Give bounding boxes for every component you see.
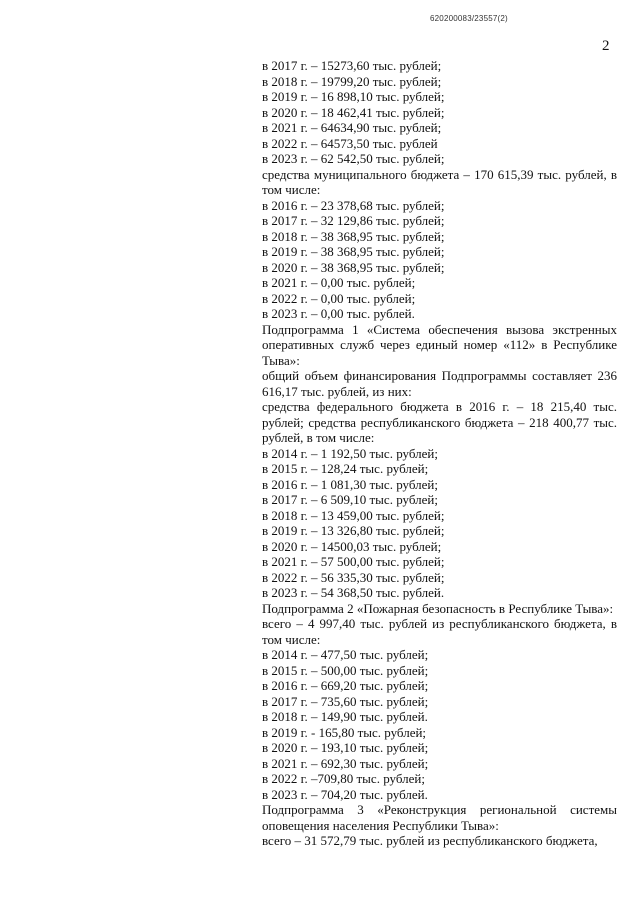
funding-line: в 2023 г. – 0,00 тыс. рублей. <box>262 306 415 321</box>
funding-line: в 2017 г. – 735,60 тыс. рублей; <box>262 693 429 709</box>
funding-list-a <box>262 58 617 167</box>
funding-line: в 2016 г. – 669,20 тыс. рублей; <box>262 678 429 693</box>
subprogram-2-total: всего – 4 997,40 тыс. рублей из республиканского бюджета, в том числе: <box>262 616 617 647</box>
funding-line: в 2021 г. – 0,00 тыс. рублей; <box>262 275 416 290</box>
funding-line: в 2014 г. – 477,50 тыс. рублей; <box>262 647 429 662</box>
funding-line: в 2019 г. – 16 898,10 тыс. рублей; <box>262 89 445 104</box>
funding-line: в 2022 г. –709,80 тыс. рублей; <box>262 771 425 786</box>
document-id: 620200083/23557(2) <box>430 14 508 23</box>
document-body <box>262 58 617 849</box>
funding-line: в 2022 г. – 0,00 тыс. рублей; <box>262 290 416 306</box>
funding-line: в 2017 г. – 15273,60 тыс. рублей; <box>262 58 442 73</box>
funding-line: в 2023 г. – 704,20 тыс. рублей. <box>262 786 428 802</box>
funding-line: в 2016 г. – 1 081,30 тыс. рублей; <box>262 476 438 492</box>
funding-line: в 2016 г. – 23 378,68 тыс. рублей; <box>262 197 445 213</box>
funding-line: в 2019 г. – 13 326,80 тыс. рублей; <box>262 523 445 538</box>
subprogram-2-title: Подпрограмма 2 «Пожарная безопасность в Республике Тыва»: <box>262 600 614 616</box>
funding-line: в 2018 г. – 19799,20 тыс. рублей; <box>262 73 442 89</box>
municipal-budget-paragraph: средства муниципального бюджета – 170 615,39 тыс. рублей, в том числе: <box>262 166 617 197</box>
funding-line: в 2022 г. – 64573,50 тыс. рублей <box>262 135 438 151</box>
funding-line: в 2018 г. – 149,90 тыс. рублей. <box>262 709 428 724</box>
funding-line: в 2023 г. – 54 368,50 тыс. рублей. <box>262 585 445 600</box>
funding-line: в 2020 г. – 14500,03 тыс. рублей; <box>262 538 442 554</box>
subprogram-3-total: всего – 31 572,79 тыс. рублей из республиканского бюджета, <box>262 833 598 848</box>
funding-line: в 2017 г. – 32 129,86 тыс. рублей; <box>262 213 445 228</box>
funding-list-d <box>262 647 617 802</box>
funding-line: в 2019 г. – 38 368,95 тыс. рублей; <box>262 244 445 259</box>
page-number: 2 <box>602 38 610 54</box>
funding-line: в 2014 г. – 1 192,50 тыс. рублей; <box>262 445 438 461</box>
funding-line: в 2023 г. – 62 542,50 тыс. рублей; <box>262 151 445 166</box>
subprogram-3-title: Подпрограмма 3 «Реконструкция региональной системы оповещения населения Республики Тыва»: <box>262 802 617 833</box>
funding-line: в 2020 г. – 193,10 тыс. рублей; <box>262 740 429 755</box>
subprogram-1-sources: средства федерального бюджета в 2016 г. – 18 215,40 тыс. рублей; средства республиканского бюджета – 218 400,77 тыс. рублей, в том числе: <box>262 399 617 445</box>
funding-line: в 2021 г. – 57 500,00 тыс. рублей; <box>262 554 445 569</box>
funding-line: в 2021 г. – 64634,90 тыс. рублей; <box>262 120 442 135</box>
funding-line: в 2020 г. – 38 368,95 тыс. рублей; <box>262 259 445 275</box>
funding-list-b <box>262 198 617 322</box>
funding-line: в 2017 г. – 6 509,10 тыс. рублей; <box>262 492 438 507</box>
funding-line: в 2015 г. – 128,24 тыс. рублей; <box>262 461 429 476</box>
funding-line: в 2022 г. – 56 335,30 тыс. рублей; <box>262 569 445 585</box>
subprogram-1-title: Подпрограмма 1 «Система обеспечения вызова экстренных оперативных служб через единый номер «112» в Республике Тыва»: <box>262 321 617 368</box>
funding-line: в 2018 г. – 13 459,00 тыс. рублей; <box>262 507 445 523</box>
funding-line: в 2018 г. – 38 368,95 тыс. рублей; <box>262 228 445 244</box>
funding-line: в 2021 г. – 692,30 тыс. рублей; <box>262 755 429 771</box>
funding-line: в 2020 г. – 18 462,41 тыс. рублей; <box>262 104 445 120</box>
funding-list-c <box>262 446 617 601</box>
funding-line: в 2015 г. – 500,00 тыс. рублей; <box>262 662 429 678</box>
funding-line: в 2019 г. - 165,80 тыс. рублей; <box>262 724 427 740</box>
subprogram-1-total: общий объем финансирования Подпрограммы составляет 236 616,17 тыс. рублей, из них: <box>262 368 617 399</box>
